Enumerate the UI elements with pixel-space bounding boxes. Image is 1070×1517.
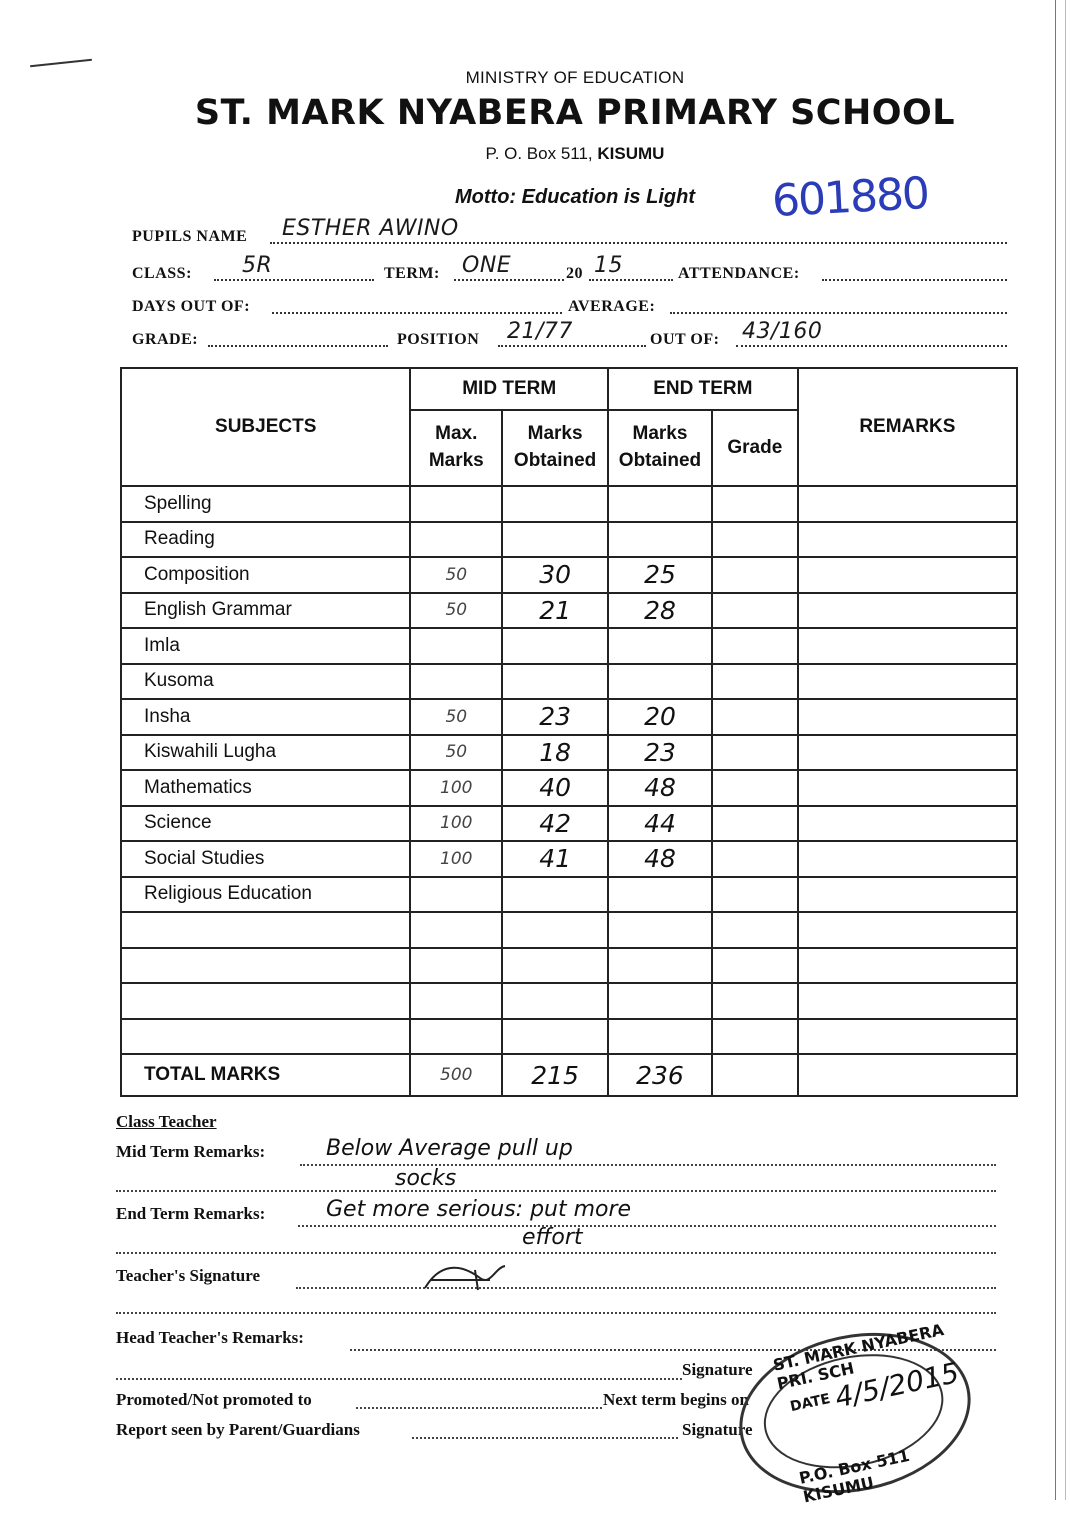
subjects-header: SUBJECTS	[121, 368, 410, 486]
mid-marks-cell	[502, 664, 608, 700]
mid-marks-cell: 30	[502, 557, 608, 593]
mid-term-remarks-text-2: socks	[395, 1166, 457, 1191]
school-motto: Motto: Education is Light	[455, 186, 695, 208]
subject-cell: Insha	[121, 699, 410, 735]
grade-cell	[712, 877, 798, 913]
stamp-date-value: 4/5/2015	[832, 1355, 962, 1415]
end-marks-cell: 28	[608, 593, 712, 629]
grade-cell	[712, 948, 798, 984]
end-term-header: END TERM	[608, 368, 798, 410]
max-marks-cell	[410, 486, 502, 522]
marks-table	[120, 367, 1018, 1097]
mid-marks-cell	[502, 522, 608, 558]
remarks-cell	[798, 806, 1017, 842]
table-row	[121, 806, 1017, 842]
end-marks-cell	[608, 486, 712, 522]
end-marks-cell	[608, 522, 712, 558]
school-address	[0, 144, 1070, 164]
table-row	[121, 664, 1017, 700]
remarks-cell	[798, 770, 1017, 806]
total-grade	[712, 1054, 798, 1096]
dotted-line	[116, 1251, 996, 1254]
table-row	[121, 948, 1017, 984]
mid-marks-cell	[502, 628, 608, 664]
mid-term-remarks-line2	[395, 1166, 456, 1191]
days-out-label: DAYS OUT OF:	[132, 298, 251, 315]
grade-cell	[712, 593, 798, 629]
dotted-line	[298, 1224, 996, 1227]
subject-cell	[121, 912, 410, 948]
stamp-top-text: ST. MARK NYABERA PRI. SCH	[771, 1319, 946, 1394]
ministry-heading: MINISTRY OF EDUCATION	[465, 68, 685, 87]
max-marks-cell: 100	[410, 770, 502, 806]
term-value: ONE	[462, 253, 512, 278]
dotted-line	[214, 265, 374, 281]
grade-cell	[712, 1019, 798, 1055]
mid-marks-cell: 21	[502, 593, 608, 629]
reference-number: 601880	[770, 167, 930, 228]
end-marks-cell	[608, 948, 712, 984]
remarks-cell	[798, 948, 1017, 984]
end-term-remarks-line2	[522, 1225, 583, 1250]
remarks-cell	[798, 486, 1017, 522]
subject-cell: Reading	[121, 522, 410, 558]
max-marks-cell: 50	[410, 699, 502, 735]
max-marks-cell: 50	[410, 593, 502, 629]
mid-marks-cell: 18	[502, 735, 608, 771]
subject-cell	[121, 983, 410, 1019]
head-teacher-remarks-label: Head Teacher's Remarks:	[116, 1328, 304, 1347]
max-marks-cell	[410, 664, 502, 700]
subject-cell: Kusoma	[121, 664, 410, 700]
mid-marks-cell: 41	[502, 841, 608, 877]
dotted-line	[356, 1406, 602, 1409]
remarks-cell	[798, 628, 1017, 664]
grade-cell	[712, 912, 798, 948]
position-value: 21/77	[507, 319, 573, 344]
remarks-cell	[798, 841, 1017, 877]
school-name: ST. MARK NYABERA PRIMARY SCHOOL	[194, 93, 956, 133]
remarks-cell	[798, 1019, 1017, 1055]
end-term-remarks-text-2: effort	[522, 1225, 583, 1250]
year-value: 15	[594, 253, 623, 278]
grade-cell	[712, 806, 798, 842]
max-marks-cell	[410, 983, 502, 1019]
table-row	[121, 699, 1017, 735]
end-term-remarks-line1	[326, 1197, 631, 1222]
total-label: TOTAL MARKS	[121, 1054, 410, 1096]
class-teacher-heading: Class Teacher	[116, 1112, 217, 1131]
table-row	[121, 593, 1017, 629]
subject-cell: Composition	[121, 557, 410, 593]
grade-cell	[712, 664, 798, 700]
table-row	[121, 486, 1017, 522]
term-label: TERM:	[384, 265, 440, 282]
table-row	[121, 628, 1017, 664]
max-marks-cell	[410, 1019, 502, 1055]
position-label: POSITION	[397, 331, 480, 348]
table-row	[121, 1019, 1017, 1055]
out-of-label: OUT OF:	[650, 331, 720, 348]
table-row	[121, 522, 1017, 558]
mid-term-remarks-line1	[326, 1136, 573, 1161]
pupil-name: ESTHER AWINO	[282, 216, 459, 241]
subject-cell: Spelling	[121, 486, 410, 522]
subject-cell: Mathematics	[121, 770, 410, 806]
remarks-cell	[798, 699, 1017, 735]
end-marks-cell	[608, 664, 712, 700]
max-marks-cell: 100	[410, 841, 502, 877]
max-marks-cell	[410, 948, 502, 984]
table-row	[121, 912, 1017, 948]
end-marks-obtained-header: Marks Obtained	[608, 410, 712, 486]
town: KISUMU	[597, 144, 665, 163]
total-end: 236	[608, 1054, 712, 1096]
grade-cell	[712, 628, 798, 664]
mid-marks-cell	[502, 948, 608, 984]
dotted-line	[116, 1377, 682, 1380]
stamp-date-label: DATE	[788, 1391, 832, 1416]
page-edge	[1055, 0, 1056, 1500]
grade-cell	[712, 522, 798, 558]
subject-cell: Social Studies	[121, 841, 410, 877]
remarks-cell	[798, 664, 1017, 700]
end-marks-cell	[608, 628, 712, 664]
class-value: 5R	[242, 253, 273, 278]
end-term-remarks-text-1: Get more serious: put more	[326, 1197, 632, 1222]
end-marks-cell	[608, 983, 712, 1019]
dotted-line	[670, 298, 1007, 314]
teacher-signature-label: Teacher's Signature	[116, 1266, 261, 1285]
dotted-line	[822, 265, 1007, 281]
end-marks-cell: 25	[608, 557, 712, 593]
max-marks-cell	[410, 912, 502, 948]
table-row	[121, 983, 1017, 1019]
remarks-cell	[798, 557, 1017, 593]
pen-mark	[30, 59, 92, 67]
mid-marks-cell: 23	[502, 699, 608, 735]
table-row	[121, 735, 1017, 771]
mid-marks-cell	[502, 912, 608, 948]
mid-marks-cell	[502, 983, 608, 1019]
max-marks-cell: 100	[410, 806, 502, 842]
total-mid: 215	[502, 1054, 608, 1096]
grade-cell	[712, 557, 798, 593]
promoted-label: Promoted/Not promoted to	[116, 1390, 312, 1409]
remarks-cell	[798, 522, 1017, 558]
remarks-header: REMARKS	[798, 368, 1017, 486]
subject-cell: Kiswahili Lugha	[121, 735, 410, 771]
end-marks-cell	[608, 912, 712, 948]
teacher-signature	[420, 1258, 510, 1298]
end-marks-cell	[608, 1019, 712, 1055]
out-of-value: 43/160	[742, 319, 823, 344]
mid-marks-cell	[502, 1019, 608, 1055]
mid-marks-cell	[502, 877, 608, 913]
report-seen-label: Report seen by Parent/Guardians	[116, 1420, 360, 1439]
mid-term-header: MID TERM	[410, 368, 608, 410]
class-label: CLASS:	[132, 265, 192, 282]
grade-cell	[712, 983, 798, 1019]
mid-term-remarks-text-1: Below Average pull up	[326, 1136, 573, 1161]
remarks-cell	[798, 593, 1017, 629]
average-label: AVERAGE:	[568, 298, 656, 315]
page-edge	[1065, 0, 1066, 1500]
end-marks-cell: 48	[608, 770, 712, 806]
po-box: P. O. Box 511,	[485, 144, 598, 163]
dotted-line	[116, 1311, 996, 1314]
end-marks-cell: 23	[608, 735, 712, 771]
dotted-line	[296, 1286, 996, 1289]
table-row	[121, 770, 1017, 806]
signature-label-2: Signature	[682, 1420, 753, 1439]
table-row	[121, 557, 1017, 593]
max-marks-cell: 50	[410, 735, 502, 771]
remarks-cell	[798, 983, 1017, 1019]
mid-marks-cell: 42	[502, 806, 608, 842]
grade-cell	[712, 770, 798, 806]
subject-cell	[121, 1019, 410, 1055]
dotted-line	[116, 1189, 996, 1192]
mid-term-remarks-label: Mid Term Remarks:	[116, 1142, 266, 1161]
dotted-line	[208, 331, 388, 347]
table-header-row	[121, 368, 1017, 410]
dotted-line	[412, 1436, 678, 1439]
grade-cell	[712, 486, 798, 522]
table-row	[121, 877, 1017, 913]
subject-cell: English Grammar	[121, 593, 410, 629]
max-marks-header: Max. Marks	[410, 410, 502, 486]
subject-cell: Science	[121, 806, 410, 842]
next-term-label: Next term begins on	[603, 1390, 749, 1409]
max-marks-cell	[410, 877, 502, 913]
grade-label: GRADE:	[132, 331, 199, 348]
end-term-remarks-label: End Term Remarks:	[116, 1204, 266, 1223]
remarks-cell	[798, 877, 1017, 913]
grade-cell	[712, 735, 798, 771]
grade-header: Grade	[712, 410, 798, 486]
max-marks-cell: 50	[410, 557, 502, 593]
total-row	[121, 1054, 1017, 1096]
total-max: 500	[410, 1054, 502, 1096]
end-marks-cell	[608, 877, 712, 913]
end-marks-cell: 20	[608, 699, 712, 735]
mid-marks-cell	[502, 486, 608, 522]
mid-marks-obtained-header: Marks Obtained	[502, 410, 608, 486]
subject-cell: Religious Education	[121, 877, 410, 913]
pupil-name-label: PUPILS NAME	[132, 228, 248, 245]
school-stamp	[724, 1312, 985, 1513]
remarks-cell	[798, 912, 1017, 948]
signature-label: Signature	[682, 1360, 753, 1379]
remarks-cell	[798, 735, 1017, 771]
subject-cell	[121, 948, 410, 984]
stamp-bottom-text: P.O. Box 511 KISUMU	[797, 1445, 912, 1507]
total-remarks	[798, 1054, 1017, 1096]
year-prefix: 20	[566, 265, 583, 282]
subject-cell: Imla	[121, 628, 410, 664]
dotted-line	[272, 298, 562, 314]
end-marks-cell: 44	[608, 806, 712, 842]
grade-cell	[712, 699, 798, 735]
table-row	[121, 841, 1017, 877]
grade-cell	[712, 841, 798, 877]
max-marks-cell	[410, 628, 502, 664]
max-marks-cell	[410, 522, 502, 558]
end-marks-cell: 48	[608, 841, 712, 877]
attendance-label: ATTENDANCE:	[678, 265, 800, 282]
mid-marks-cell: 40	[502, 770, 608, 806]
